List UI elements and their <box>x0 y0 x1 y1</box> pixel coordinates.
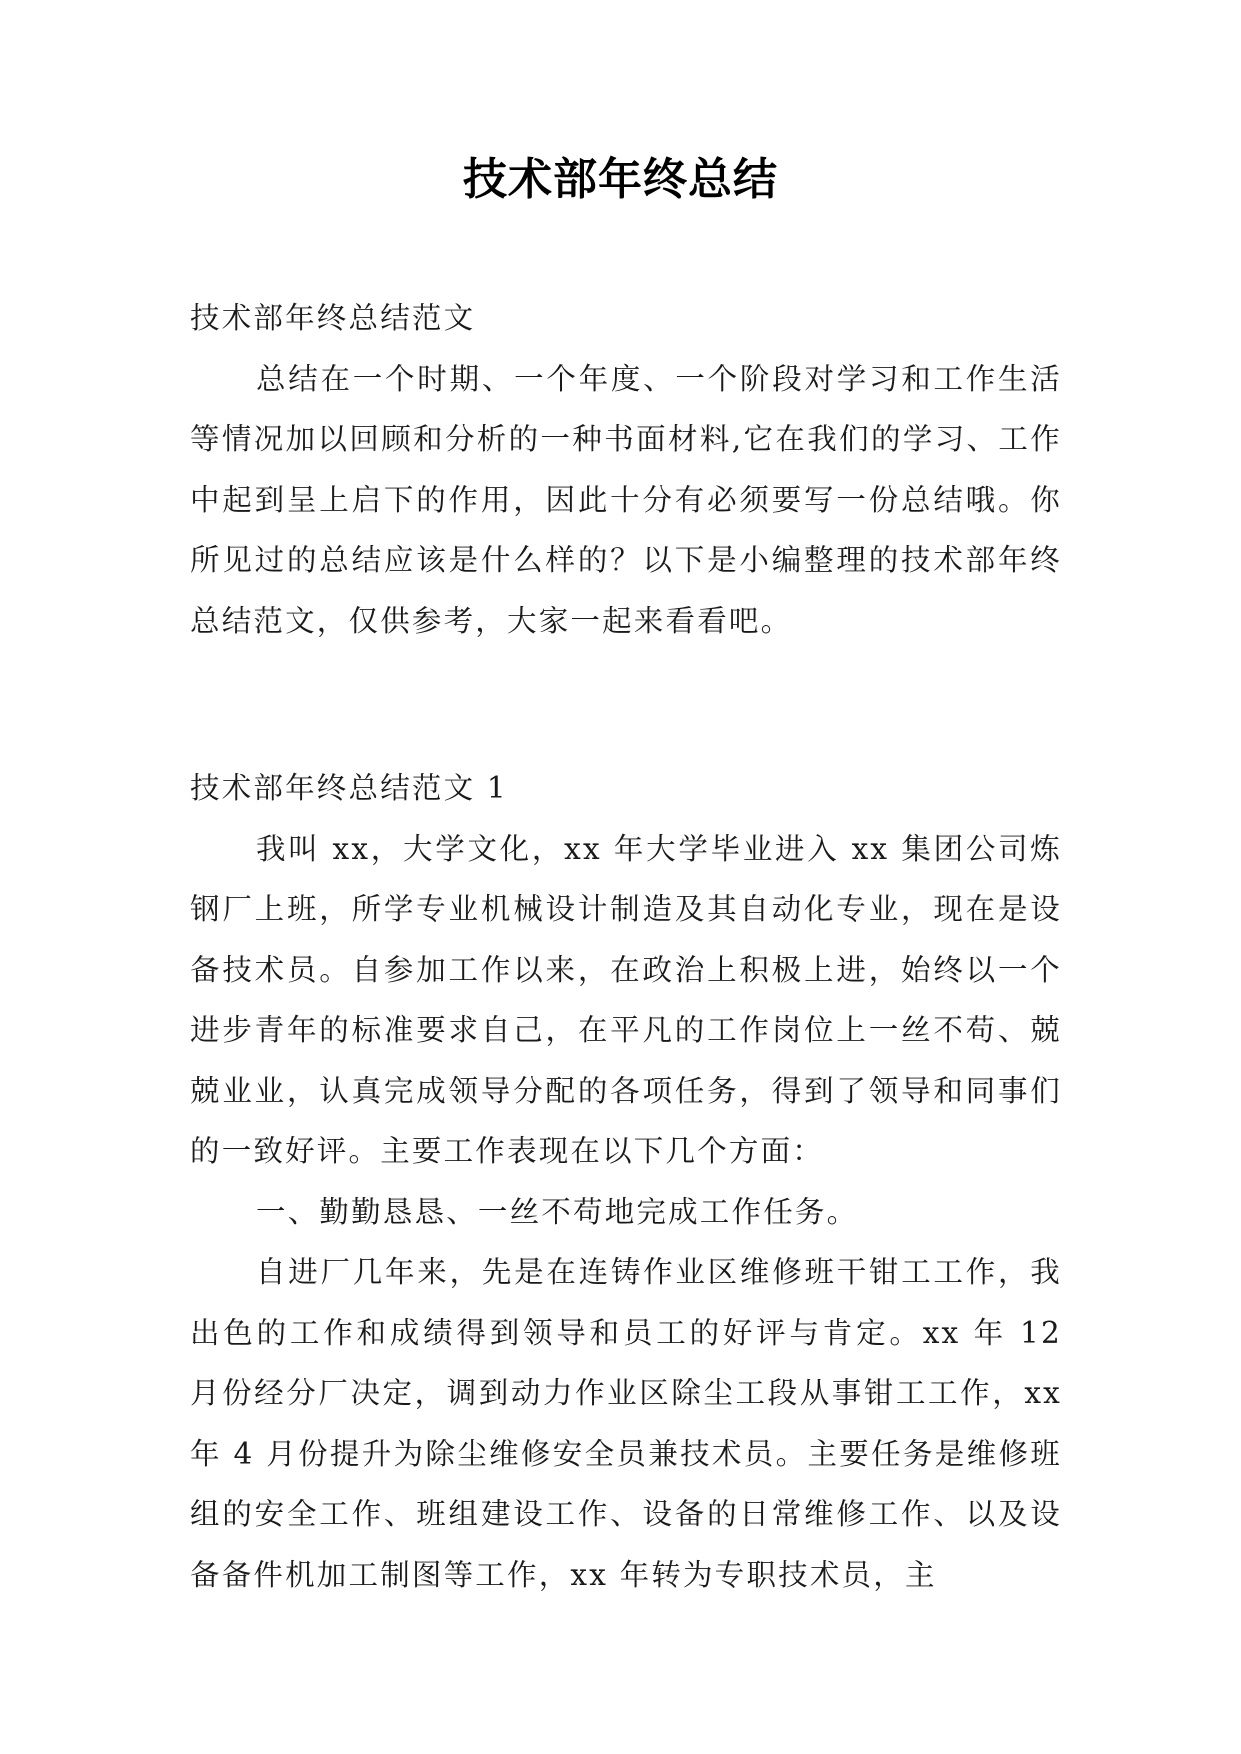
sample-1-subheading: 一、勤勤恳恳、一丝不苟地完成工作任务。 <box>256 1194 859 1229</box>
sample-1-paragraph: 自进厂几年来，先是在连铸作业区维修班干钳工工作，我出色的工作和成绩得到领导和员工的好评与肯定。xx 年 12 月份经分厂决定，调到动力作业区除尘工段从事钳工工作，xx 年 4 月份提升为除尘维修安全员兼技术员。主要任务是维修班组的安全工作、班组建设工作、设备的日常维修工作、以及设备备件机加工制图等工作，xx 年转为专职技术员，主 <box>190 1255 1062 1592</box>
intro-heading: 技术部年终总结范文 <box>190 301 476 335</box>
document-title: 技术部年终总结 <box>463 154 778 205</box>
intro-section <box>190 288 1062 651</box>
sample-1-section <box>190 758 1062 1605</box>
sample-1-heading: 技术部年终总结范文 1 <box>190 771 508 805</box>
intro-paragraph: 总结在一个时期、一个年度、一个阶段对学习和工作生活等情况加以回顾和分析的一种书面材料,它在我们的学习、工作中起到呈上启下的作用，因此十分有必须要写一份总结哦。你所见过的总结应该是什么样的？以下是小编整理的技术部年终总结范文，仅供参考，大家一起来看看吧。 <box>190 361 1062 638</box>
sample-1-paragraph: 我叫 xx，大学文化，xx 年大学毕业进入 xx 集团公司炼钢厂上班，所学专业机械设计制造及其自动化专业，现在是设备技术员。自参加工作以来，在政治上积极上进，始终以一个进步青年的标准要求自己，在平凡的工作岗位上一丝不苟、兢兢业业，认真完成领导分配的各项任务，得到了领导和同事们的一致好评。主要工作表现在以下几个方面： <box>190 831 1062 1168</box>
